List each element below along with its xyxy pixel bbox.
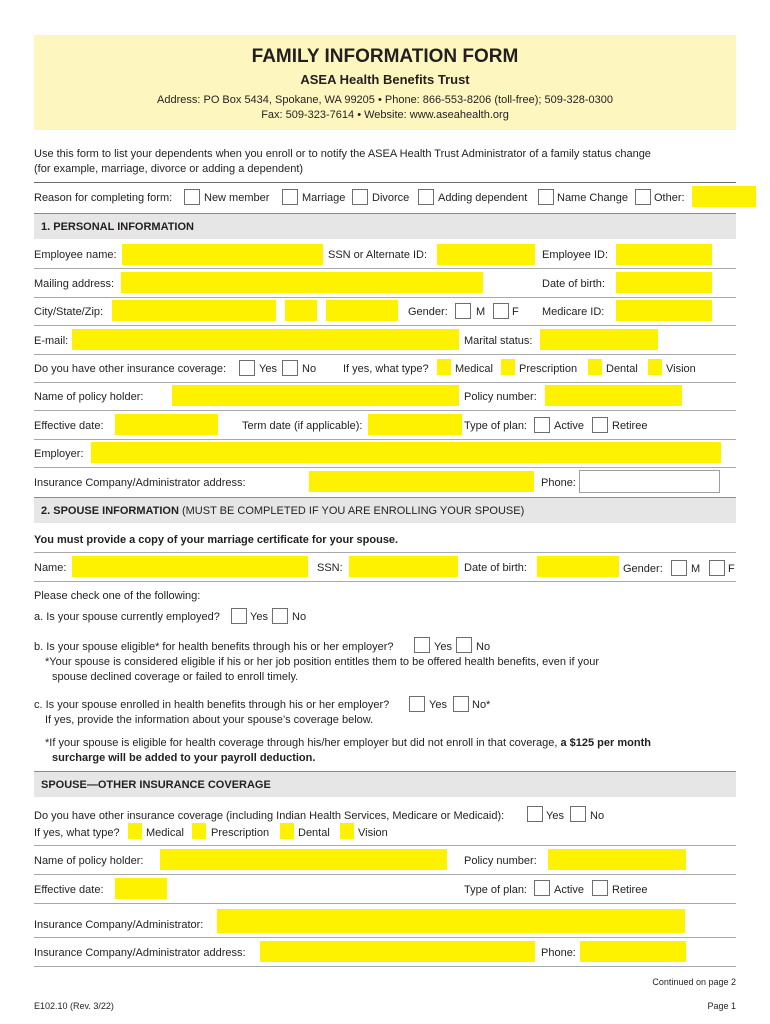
- spouse-insurance-company-label: Insurance Company/Administrator:: [34, 919, 204, 931]
- question-c-no-label: No*: [472, 699, 491, 711]
- date-of-birth-field[interactable]: [616, 272, 712, 293]
- reason-marriage-label: Marriage: [302, 192, 346, 204]
- spouse-gender-m-label: M: [691, 563, 701, 575]
- spouse-plan-type-label: Type of plan:: [464, 884, 527, 896]
- row-divider: [34, 874, 736, 875]
- employer-field[interactable]: [91, 442, 721, 463]
- question-c-yes-checkbox[interactable]: [409, 696, 425, 712]
- type-prescription-label: Prescription: [519, 363, 578, 375]
- plan-retiree-label: Retiree: [612, 420, 648, 432]
- reason-other-label: Other:: [654, 192, 685, 204]
- effective-date-field[interactable]: [115, 414, 218, 435]
- coverage-info-note: If yes, provide the information about your spouse’s coverage below.: [45, 714, 374, 726]
- spouse-gender-f-label: F: [728, 563, 735, 575]
- intro-text-line1: Use this form to list your dependents when you enroll or to notify the ASEA Health Trust Administrator of a family status change: [34, 148, 651, 160]
- type-medical-checkbox[interactable]: [437, 359, 451, 375]
- fax-website-line: Fax: 509-323-7614 • Website: www.aseahealth.org: [261, 109, 509, 121]
- employee-name-field[interactable]: [122, 244, 323, 265]
- email-field[interactable]: [72, 329, 459, 350]
- row-divider: [34, 382, 736, 383]
- reason-name-change-checkbox[interactable]: [538, 189, 554, 205]
- spouse-if-yes-type-label: If yes, what type?: [34, 827, 120, 839]
- row-divider: [34, 467, 736, 468]
- form-header: [34, 35, 736, 130]
- if-yes-type-label: If yes, what type?: [343, 363, 429, 375]
- reason-marriage-checkbox[interactable]: [282, 189, 298, 205]
- gender-f-label: F: [512, 306, 519, 318]
- row-divider: [34, 297, 736, 298]
- other-insurance-no-label: No: [302, 363, 317, 375]
- term-date-field[interactable]: [368, 414, 462, 435]
- spouse-effective-date-label: Effective date:: [34, 884, 104, 896]
- other-insurance-label: Do you have other insurance coverage:: [34, 363, 227, 375]
- plan-retiree-checkbox[interactable]: [592, 417, 608, 433]
- marital-status-label: Marital status:: [464, 335, 533, 347]
- row-divider: [34, 325, 736, 326]
- phone-label: Phone:: [541, 477, 576, 489]
- date-of-birth-label: Date of birth:: [542, 278, 605, 290]
- spouse-insurance-address-field[interactable]: [260, 941, 535, 962]
- marital-status-field[interactable]: [540, 329, 658, 350]
- spouse-phone-label: Phone:: [541, 947, 576, 959]
- row-divider: [34, 903, 736, 904]
- reason-new-member-checkbox[interactable]: [184, 189, 200, 205]
- spouse-plan-active-checkbox[interactable]: [534, 880, 550, 896]
- spouse-other-insurance-question: Do you have other insurance coverage (including Indian Health Services, Medicare or Medicaid):: [34, 810, 505, 822]
- spouse-type-medical-label: Medical: [146, 827, 184, 839]
- spouse-gender-m-checkbox[interactable]: [671, 560, 687, 576]
- spouse-effective-date-field[interactable]: [115, 878, 167, 899]
- type-vision-label: Vision: [666, 363, 696, 375]
- form-title: FAMILY INFORMATION FORM: [251, 46, 519, 67]
- city-state-zip-label: City/State/Zip:: [34, 306, 104, 318]
- form-id: E102.10 (Rev. 3/22): [34, 1001, 114, 1011]
- other-insurance-no-checkbox[interactable]: [282, 360, 298, 376]
- gender-label: Gender:: [408, 306, 448, 318]
- ssn-field[interactable]: [437, 244, 535, 265]
- divider: [34, 182, 736, 183]
- insurance-address-field[interactable]: [309, 471, 534, 492]
- question-b-yes-label: Yes: [434, 641, 452, 653]
- spouse-policy-holder-label: Name of policy holder:: [34, 855, 144, 867]
- question-b-yes-checkbox[interactable]: [414, 637, 430, 653]
- insurance-address-label: Insurance Company/Administrator address:: [34, 477, 246, 489]
- spouse-insurance-address-label: Insurance Company/Administrator address:: [34, 947, 246, 959]
- continued-note: Continued on page 2: [652, 977, 736, 987]
- employee-id-field[interactable]: [616, 244, 712, 265]
- type-prescription-checkbox[interactable]: [501, 359, 515, 375]
- row-divider: [34, 410, 736, 411]
- phone-field[interactable]: [579, 470, 720, 493]
- state-field[interactable]: [285, 300, 317, 321]
- spouse-type-prescription-label: Prescription: [211, 827, 270, 839]
- spouse-type-medical-checkbox[interactable]: [128, 823, 142, 839]
- spouse-type-vision-checkbox[interactable]: [340, 823, 354, 839]
- page-number: Page 1: [707, 1001, 736, 1011]
- mailing-address-label: Mailing address:: [34, 278, 115, 290]
- row-divider: [34, 845, 736, 846]
- other-insurance-yes-checkbox[interactable]: [239, 360, 255, 376]
- form-subtitle: ASEA Health Benefits Trust: [300, 72, 470, 87]
- reason-adding-dependent-checkbox[interactable]: [418, 189, 434, 205]
- spouse-ssn-field[interactable]: [349, 556, 458, 577]
- spouse-gender-label: Gender:: [623, 563, 663, 575]
- plan-type-label: Type of plan:: [464, 420, 527, 432]
- spouse-other-yes-checkbox[interactable]: [527, 806, 543, 822]
- spouse-type-vision-label: Vision: [358, 827, 388, 839]
- employee-name-label: Employee name:: [34, 249, 117, 261]
- question-a-yes-checkbox[interactable]: [231, 608, 247, 624]
- spouse-policy-number-field[interactable]: [548, 849, 686, 870]
- section-title: 1. PERSONAL INFORMATION: [41, 221, 194, 233]
- section-spouse-other-coverage: [34, 771, 736, 797]
- spouse-name-label: Name:: [34, 562, 67, 574]
- spouse-other-no-label: No: [590, 810, 605, 822]
- spouse-gender-f-checkbox[interactable]: [709, 560, 725, 576]
- section-spouse-information: [34, 497, 736, 523]
- spouse-other-no-checkbox[interactable]: [570, 806, 586, 822]
- reason-divorce-label: Divorce: [372, 192, 410, 204]
- policy-holder-label: Name of policy holder:: [34, 391, 144, 403]
- zip-field[interactable]: [326, 300, 398, 321]
- question-a-no-label: No: [292, 611, 307, 623]
- question-b-label: b. Is your spouse eligible* for health benefits through his or her employer?: [34, 641, 394, 653]
- intro-text-line2: (for example, marriage, divorce or adding a dependent): [34, 163, 304, 175]
- marriage-certificate-note: You must provide a copy of your marriage certificate for your spouse.: [34, 534, 399, 546]
- reason-other-field[interactable]: [692, 186, 756, 207]
- spouse-plan-retiree-checkbox[interactable]: [592, 880, 608, 896]
- question-a-no-checkbox[interactable]: [272, 608, 288, 624]
- question-b-no-checkbox[interactable]: [456, 637, 472, 653]
- type-dental-label: Dental: [606, 363, 638, 375]
- question-c-label: c. Is your spouse enrolled in health benefits through his or her employer?: [34, 699, 390, 711]
- spouse-type-dental-label: Dental: [298, 827, 330, 839]
- reason-adding-dependent-label: Adding dependent: [438, 192, 528, 204]
- type-vision-checkbox[interactable]: [648, 359, 662, 375]
- eligibility-note-line1: *Your spouse is considered eligible if his or her job position entitles them to be offered health benefits, even if your: [45, 656, 600, 668]
- gender-m-checkbox[interactable]: [455, 303, 471, 319]
- spouse-plan-active-label: Active: [554, 884, 584, 896]
- spouse-policy-holder-field[interactable]: [160, 849, 447, 870]
- plan-active-label: Active: [554, 420, 584, 432]
- city-field[interactable]: [112, 300, 276, 321]
- reason-divorce-checkbox[interactable]: [352, 189, 368, 205]
- effective-date-label: Effective date:: [34, 420, 104, 432]
- ssn-label: SSN or Alternate ID:: [328, 249, 428, 261]
- spouse-plan-retiree-label: Retiree: [612, 884, 648, 896]
- row-divider: [34, 268, 736, 269]
- eligibility-note-line2: spouse declined coverage or failed to enroll timely.: [52, 671, 299, 683]
- question-a-label: a. Is your spouse currently employed?: [34, 611, 220, 623]
- reason-name-change-label: Name Change: [557, 192, 628, 204]
- spouse-policy-number-label: Policy number:: [464, 855, 537, 867]
- surcharge-text: *If your spouse is eligible for health coverage through his/her employer but did not enroll in that coverage,: [45, 737, 561, 749]
- employee-id-label: Employee ID:: [542, 249, 609, 261]
- section-title: 2. SPOUSE INFORMATION: [41, 505, 179, 517]
- term-date-label: Term date (if applicable):: [242, 420, 363, 432]
- row-divider: [34, 439, 736, 440]
- surcharge-note-line1: [45, 738, 651, 749]
- reason-label: Reason for completing form:: [34, 192, 173, 204]
- mailing-address-field[interactable]: [121, 272, 483, 293]
- spouse-dob-label: Date of birth:: [464, 562, 527, 574]
- spouse-other-yes-label: Yes: [546, 810, 564, 822]
- address-line: Address: PO Box 5434, Spokane, WA 99205 • Phone: 866-553-8206 (toll-free); 509-328-0300: [157, 94, 613, 106]
- question-b-no-label: No: [476, 641, 491, 653]
- spouse-name-field[interactable]: [72, 556, 308, 577]
- question-a-yes-label: Yes: [250, 611, 268, 623]
- medicare-id-label: Medicare ID:: [542, 306, 605, 318]
- medicare-id-field[interactable]: [616, 300, 712, 321]
- row-divider: [34, 581, 736, 582]
- surcharge-note-line2: surcharge will be added to your payroll deduction.: [52, 752, 316, 764]
- section-personal-information: [34, 213, 736, 239]
- policy-number-field[interactable]: [545, 385, 682, 406]
- section-title-note: (MUST BE COMPLETED IF YOU ARE ENROLLING YOUR SPOUSE): [178, 505, 525, 517]
- row-divider: [34, 552, 736, 553]
- spouse-dob-field[interactable]: [537, 556, 619, 577]
- spouse-insurance-company-field[interactable]: [217, 909, 685, 933]
- employer-label: Employer:: [34, 448, 84, 460]
- spouse-type-dental-checkbox[interactable]: [280, 823, 294, 839]
- spouse-ssn-label: SSN:: [317, 562, 343, 574]
- question-c-no-checkbox[interactable]: [453, 696, 469, 712]
- row-divider: [34, 966, 736, 967]
- reason-new-member-label: New member: [204, 192, 270, 204]
- policy-holder-field[interactable]: [172, 385, 459, 406]
- email-label: E-mail:: [34, 335, 69, 347]
- section-title: SPOUSE—OTHER INSURANCE COVERAGE: [41, 779, 271, 791]
- check-one-label: Please check one of the following:: [34, 590, 201, 602]
- policy-number-label: Policy number:: [464, 391, 537, 403]
- type-dental-checkbox[interactable]: [588, 359, 602, 375]
- other-insurance-yes-label: Yes: [259, 363, 277, 375]
- spouse-phone-field[interactable]: [580, 941, 686, 962]
- gender-f-checkbox[interactable]: [493, 303, 509, 319]
- question-c-yes-label: Yes: [429, 699, 447, 711]
- surcharge-amount: a $125 per month: [560, 737, 651, 749]
- row-divider: [34, 937, 736, 938]
- spouse-type-prescription-checkbox[interactable]: [192, 823, 206, 839]
- plan-active-checkbox[interactable]: [534, 417, 550, 433]
- row-divider: [34, 354, 736, 355]
- gender-m-label: M: [476, 306, 486, 318]
- reason-other-checkbox[interactable]: [635, 189, 651, 205]
- type-medical-label: Medical: [455, 363, 493, 375]
